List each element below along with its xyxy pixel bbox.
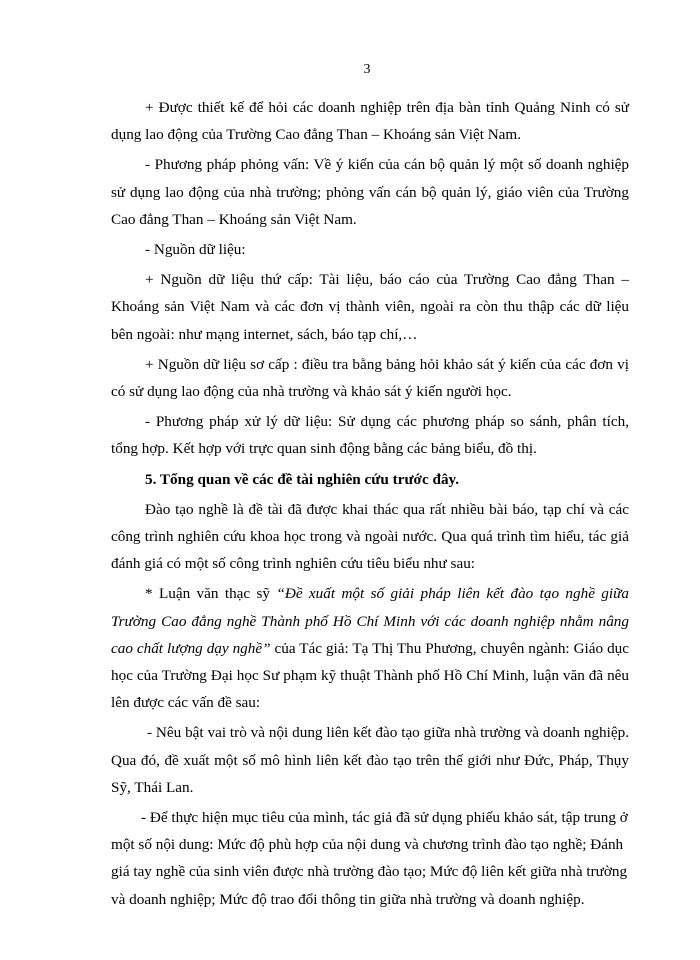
thesis-paragraph	[111, 580, 629, 716]
data-processing-paragraph: - Phương pháp xử lý dữ liệu: Sử dụng các phương pháp so sánh, phân tích, tổng hợp. Kết hợp với trực quan sinh động bằng các bảng biểu, đồ thị.	[111, 413, 629, 458]
secondary-data-paragraph: + Nguồn dữ liệu thứ cấp: Tài liệu, báo cáo của Trường Cao đẳng Than – Khoáng sản Việt Nam và các đơn vị thành viên, ngoài ra còn thu thập các dữ liệu bên ngoài: như mạng internet, sách, báo tạp chí,…	[111, 271, 629, 343]
interview-method-paragraph: - Phương pháp phỏng vấn: Về ý kiến của cán bộ quản lý một số doanh nghiệp sử dụng lao động của nhà trường; phỏng vấn cán bộ quản lý, giáo viên của Trường Cao đẳng Than – Khoáng sản Việt Nam.	[111, 156, 629, 228]
overview-paragraph: Đào tạo nghề là đề tài đã được khai thác qua rất nhiều bài báo, tạp chí và các công trình nghiên cứu khoa học trong và ngoài nước. Qua quá trình tìm hiểu, tác giả đánh giá có một số công trình nghiên cứu tiêu biểu như sau:	[111, 500, 629, 573]
section-heading: 5. Tổng quan về các đề tài nghiên cứu trước đây.	[145, 470, 460, 488]
page-number: 3	[363, 62, 371, 77]
thesis-point-1: - Nêu bật vai trò và nội dung liên kết đào tạo giữa nhà trường và doanh nghiệp. Qua đó, đề xuất một số mô hình liên kết đào tạo trên thế giới như Đức, Pháp, Thụy Sỹ, Thái Lan.	[111, 724, 629, 796]
survey-design-paragraph: + Được thiết kế để hỏi các doanh nghiệp trên địa bàn tỉnh Quảng Ninh có sử dụng lao động của Trường Cao đẳng Than – Khoáng sản Việt Nam.	[111, 99, 629, 144]
page-body	[111, 94, 629, 916]
data-sources-label: - Nguồn dữ liệu:	[145, 241, 246, 259]
thesis-point-2: - Để thực hiện mục tiêu của mình, tác giả đã sử dụng phiếu khảo sát, tập trung ở một số nội dung: Mức độ phù hợp của nội dung và chương trình đào tạo nghề; Đánh giá tay nghề của sinh viên được nhà trường đào tạo; Mức độ liên kết giữa nhà trường và doanh nghiệp; Mức độ trao đổi thông tin giữa nhà trường và doanh nghiệp.	[111, 809, 628, 908]
thesis-details: của Tác giả: Tạ Thị Thu Phương, chuyên ngành: Giáo dục học của Trường Đại học Sư phạm kỹ thuật Thành phố Hồ Chí Minh, luận văn đã nêu lên được các vấn đề sau:	[111, 639, 629, 712]
thesis-prefix: * Luận văn thạc sỹ	[145, 585, 277, 603]
primary-data-paragraph: + Nguồn dữ liệu sơ cấp : điều tra bằng bảng hỏi khảo sát ý kiến của các đơn vị có sử dụng lao động của nhà trường và khảo sát ý kiến người học.	[111, 355, 629, 401]
thesis-title: “Đề xuất một số giải pháp liên kết đào tạo nghề giữa Trường Cao đẳng nghề Thành phố Hồ Chí Minh với các doanh nghiệp nhằm nâng cao chất lượng dạy nghề”	[111, 585, 629, 657]
